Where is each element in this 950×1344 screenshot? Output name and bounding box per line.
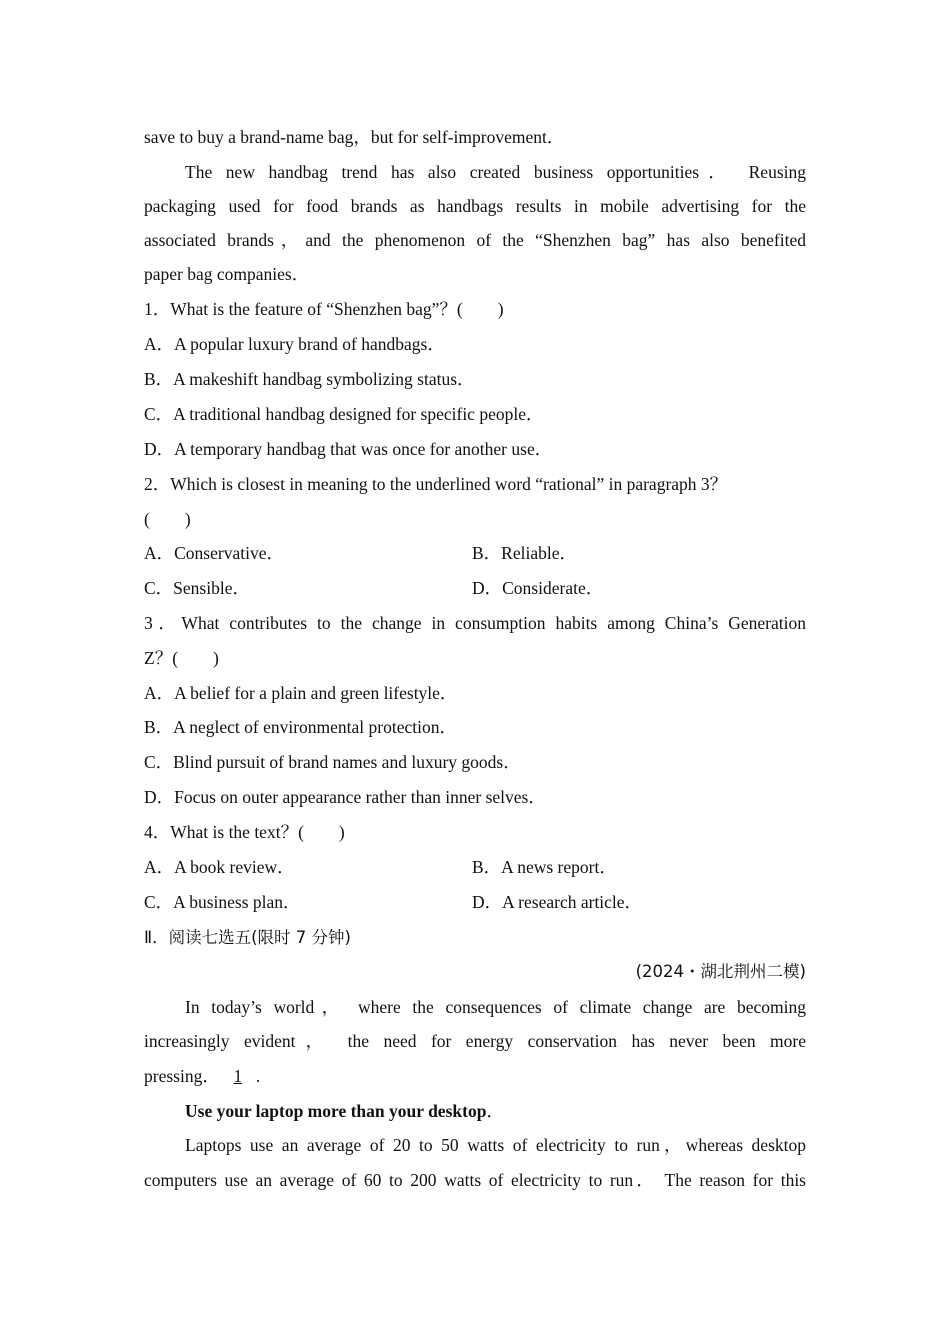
question-4-stem: 4．What is the text？( ) <box>144 822 345 842</box>
question-4-option-d: D．A research article． <box>472 892 643 912</box>
passage-text-line <box>144 1065 806 1087</box>
question-1-option-b: B．A makeshift handbag symbolizing status． <box>144 369 475 389</box>
question-1-option-d: D．A temporary handbag that was once for another use． <box>144 439 553 459</box>
section-heading-title: Ⅱ．阅读七选五 <box>144 928 252 947</box>
period: . <box>255 1066 261 1086</box>
source-text: (2024・湖北荆州二模) <box>635 962 806 981</box>
section-heading-time: (限时 7 分钟) <box>251 928 351 947</box>
question-3-option-d: D．Focus on outer appearance rather than inner selves． <box>144 787 546 807</box>
passage-text-line: packaging used for food brands as handbags results in mobile advertising for the <box>144 196 806 216</box>
question-3-stem-cont: Z？( ) <box>144 648 219 668</box>
tip-heading-text: Use your laptop more than your desktop <box>185 1101 487 1121</box>
question-1-option-a: A．A popular luxury brand of handbags． <box>144 334 445 354</box>
question-2-stem-cont: ( ) <box>144 509 191 529</box>
question-2-option-c: C．Sensible． <box>144 578 250 598</box>
tip-heading-punct: ． <box>486 1101 504 1121</box>
blank-1[interactable]: 1 <box>233 1066 243 1086</box>
question-1-option-c: C．A traditional handbag designed for specific people． <box>144 404 544 424</box>
passage-text-line: paper bag companies． <box>144 264 310 284</box>
passage-text-line: save to buy a brand-name bag，but for self-improvement． <box>144 127 565 147</box>
question-2-option-d: D．Considerate． <box>472 578 604 598</box>
question-3-option-a: A．A belief for a plain and green lifestyle． <box>144 683 458 703</box>
question-4-option-b: B．A news report． <box>472 857 617 877</box>
passage-text-line: associated brands，and the phenomenon of the “Shenzhen bag” has also benefited <box>144 230 806 250</box>
question-1-stem: 1．What is the feature of “Shenzhen bag”？( ) <box>144 299 504 319</box>
passage-text-line: The new handbag trend has also created business opportunities． Reusing <box>185 162 806 182</box>
tip-heading <box>144 1100 806 1122</box>
passage-text: pressing． <box>144 1066 220 1086</box>
passage-text-line: In today’s world， where the consequences of climate change are becoming <box>185 997 806 1017</box>
source-label <box>144 960 806 983</box>
passage-text-line: increasingly evident， the need for energy conservation has never been more <box>144 1031 806 1051</box>
passage-text-line: computers use an average of 60 to 200 watts of electricity to run． The reason for this <box>144 1170 806 1190</box>
passage-text-line: Laptops use an average of 20 to 50 watts of electricity to run，whereas desktop <box>185 1135 806 1155</box>
question-4-option-a: A．A book review． <box>144 857 295 877</box>
question-3-option-c: C．Blind pursuit of brand names and luxury goods． <box>144 752 521 772</box>
section-heading <box>144 926 806 949</box>
question-2-option-a: A．Conservative． <box>144 543 284 563</box>
question-4-option-c: C．A business plan． <box>144 892 301 912</box>
question-3-stem: 3．What contributes to the change in consumption habits among China’s Generation <box>144 613 806 633</box>
question-2-option-b: B．Reliable． <box>472 543 577 563</box>
question-2-stem: 2．Which is closest in meaning to the underlined word “rational” in paragraph 3？ <box>144 474 728 494</box>
question-3-option-b: B．A neglect of environmental protection． <box>144 717 457 737</box>
